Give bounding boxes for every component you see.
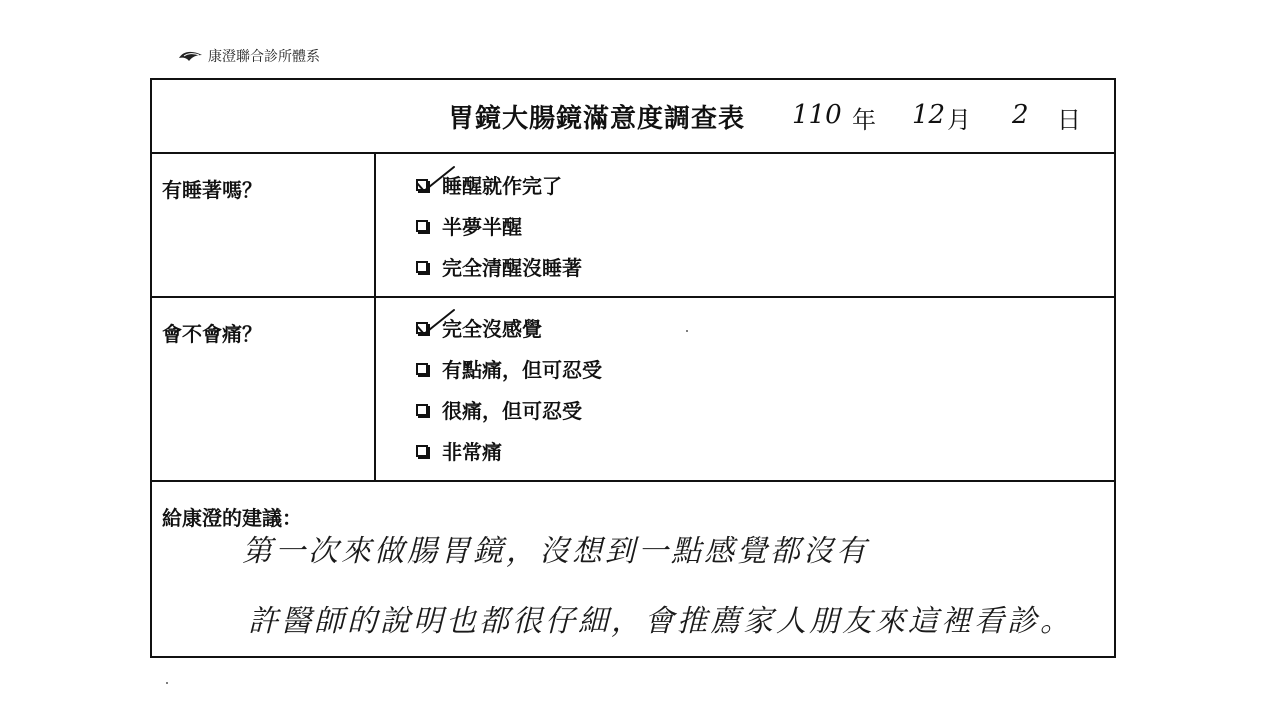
column-divider bbox=[374, 298, 376, 480]
date-year-unit: 年 bbox=[852, 106, 876, 134]
option-sleep-half[interactable] bbox=[416, 205, 582, 246]
checkmark-icon bbox=[414, 308, 458, 338]
scan-speck bbox=[166, 682, 168, 684]
form-title-row bbox=[152, 80, 1114, 154]
checkbox[interactable] bbox=[416, 220, 428, 232]
scan-speck bbox=[686, 330, 688, 332]
option-pain-none[interactable] bbox=[416, 307, 602, 348]
checkbox[interactable] bbox=[416, 261, 428, 273]
clinic-name: 康澄聯合診所體系 bbox=[208, 49, 320, 65]
date-day-unit: 日 bbox=[1057, 106, 1081, 134]
checkbox[interactable] bbox=[416, 179, 428, 191]
question-sleep-label: 有睡著嗎？ bbox=[162, 178, 262, 202]
question-sleep-section bbox=[152, 154, 1114, 298]
suggestion-label: 給康澄的建議： bbox=[162, 506, 302, 530]
date-day: 2 bbox=[1012, 100, 1029, 130]
checkbox[interactable] bbox=[416, 445, 428, 457]
handwritten-suggestion-line-1: 第一次來做腸胃鏡，沒想到一點感覺都沒有 bbox=[242, 534, 869, 569]
option-label: 有點痛，但可忍受 bbox=[442, 358, 602, 382]
clinic-header bbox=[178, 46, 320, 66]
date-month-unit: 月 bbox=[947, 106, 971, 134]
date-year: 110 bbox=[792, 100, 842, 130]
clinic-logo-icon bbox=[178, 49, 204, 63]
question-pain-options bbox=[416, 307, 602, 471]
column-divider bbox=[374, 154, 376, 296]
option-pain-extreme[interactable] bbox=[416, 430, 602, 471]
option-label: 半夢半醒 bbox=[442, 215, 522, 239]
question-pain-section bbox=[152, 298, 1114, 482]
date-month: 12 bbox=[912, 100, 946, 130]
checkbox[interactable] bbox=[416, 363, 428, 375]
handwritten-suggestion-line-2: 許醫師的說明也都很仔細，會推薦家人朋友來這裡看診。 bbox=[248, 604, 1073, 639]
question-sleep-options bbox=[416, 164, 582, 287]
option-label: 非常痛 bbox=[442, 440, 502, 464]
checkbox[interactable] bbox=[416, 404, 428, 416]
option-sleep-awake[interactable] bbox=[416, 246, 582, 287]
option-label: 完全清醒沒睡著 bbox=[442, 256, 582, 280]
checkmark-icon bbox=[414, 165, 458, 195]
question-pain-label: 會不會痛？ bbox=[162, 322, 262, 346]
option-pain-very[interactable] bbox=[416, 389, 602, 430]
form-title: 胃鏡大腸鏡滿意度調查表 bbox=[448, 104, 746, 134]
option-label: 很痛，但可忍受 bbox=[442, 399, 582, 423]
option-label: 完全沒感覺 bbox=[442, 317, 542, 341]
survey-form bbox=[150, 78, 1116, 658]
option-sleep-asleep[interactable] bbox=[416, 164, 582, 205]
option-pain-bearable[interactable] bbox=[416, 348, 602, 389]
checkbox[interactable] bbox=[416, 322, 428, 334]
option-label: 睡醒就作完了 bbox=[442, 174, 562, 198]
suggestion-section bbox=[152, 482, 1114, 658]
